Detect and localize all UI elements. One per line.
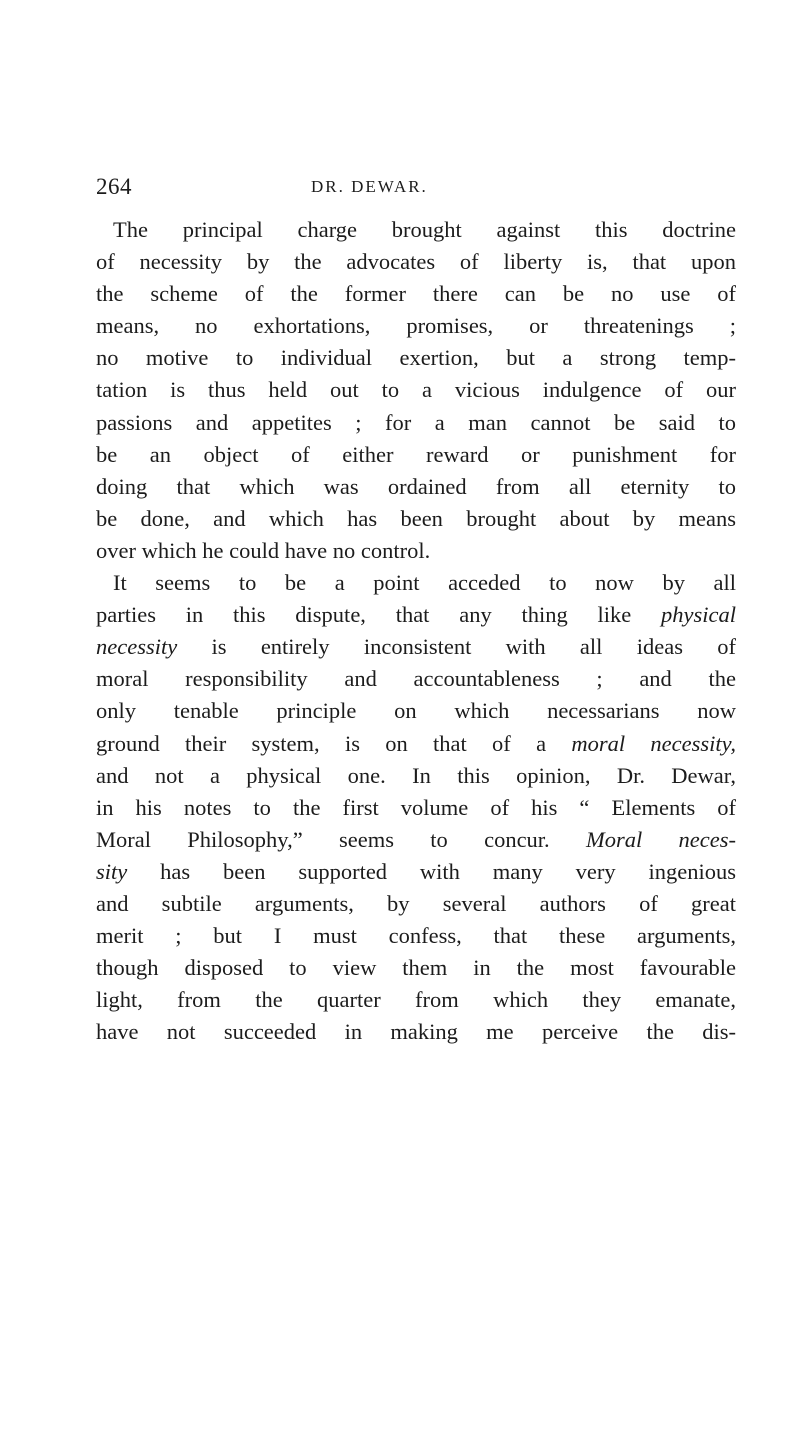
text-line — [96, 214, 736, 246]
text-segment: merit ; but I must confess, that these arguments, — [96, 923, 736, 949]
text-line — [96, 278, 736, 310]
text-line — [96, 952, 736, 984]
text-line — [96, 695, 736, 727]
text-line — [96, 663, 736, 695]
text-line — [96, 856, 736, 888]
italic-text: sity — [96, 858, 128, 884]
text-segment: means, no exhortations, promises, or threatenings ; — [96, 313, 736, 339]
text-segment: passions and appetites ; for a man cannot be said to — [96, 409, 736, 435]
italic-text: moral necessity, — [571, 730, 736, 756]
text-line — [96, 599, 736, 631]
text-line — [96, 792, 736, 824]
text-line — [96, 342, 736, 374]
text-line — [96, 246, 736, 278]
page-number: 264 — [96, 174, 132, 199]
text-line — [96, 407, 736, 439]
text-segment: have not succeeded in making me perceive the dis- — [96, 1019, 736, 1045]
italic-text: physical — [661, 602, 736, 628]
italic-text: necessity — [96, 634, 178, 660]
text-segment: The principal charge brought against this doctrine — [113, 217, 736, 242]
text-segment: and not a physical one. In this opinion, Dr. Dewar, — [96, 762, 736, 788]
text-segment: has been supported with many very ingenious — [127, 858, 736, 884]
text-segment: It seems to be a point acceded to now by all — [113, 570, 736, 596]
text-segment: no motive to individual exertion, but a strong temp- — [96, 345, 736, 371]
text-segment: parties in this dispute, that any thing like — [96, 602, 662, 628]
page-header — [96, 174, 736, 204]
text-line — [96, 1016, 736, 1048]
text-segment: of necessity by the advocates of liberty is, that upon — [96, 249, 736, 275]
text-segment: doing that which was ordained from all eternity to — [96, 473, 736, 499]
text-segment: Moral Philosophy,” seems to concur. — [96, 826, 586, 852]
text-line — [96, 471, 736, 503]
text-line — [96, 439, 736, 471]
text-segment: ground their system, is on that of a — [96, 730, 572, 756]
text-segment: and subtile arguments, by several authors of great — [96, 890, 736, 916]
text-segment: the scheme of the former there can be no use of — [96, 281, 736, 307]
text-segment: over which he could have no control. — [96, 537, 431, 563]
text-segment: though disposed to view them in the most favourable — [96, 955, 736, 981]
text-line — [96, 760, 736, 792]
text-line — [96, 728, 736, 760]
text-line — [96, 535, 736, 567]
text-segment: in his notes to the first volume of his “ Elements of — [96, 794, 736, 820]
text-line — [96, 920, 736, 952]
text-segment: light, from the quarter from which they emanate, — [96, 987, 736, 1013]
text-segment: be an object of either reward or punishment for — [96, 441, 736, 467]
text-line — [96, 984, 736, 1016]
text-line — [96, 567, 736, 599]
running-head: DR. DEWAR. — [311, 177, 428, 196]
italic-text: Moral neces- — [585, 826, 736, 852]
text-segment: only tenable principle on which necessarians now — [96, 698, 736, 724]
text-line — [96, 631, 736, 663]
text-line — [96, 888, 736, 920]
text-line — [96, 503, 736, 535]
text-line — [96, 374, 736, 406]
body-text — [96, 214, 736, 1048]
text-segment: be done, and which has been brought about by means — [96, 505, 736, 531]
text-segment: moral responsibility and accountableness ; and the — [96, 666, 736, 692]
text-segment: is entirely inconsistent with all ideas of — [177, 634, 736, 660]
text-line — [96, 824, 736, 856]
text-line — [96, 310, 736, 342]
text-segment: tation is thus held out to a vicious indulgence of our — [96, 377, 736, 403]
